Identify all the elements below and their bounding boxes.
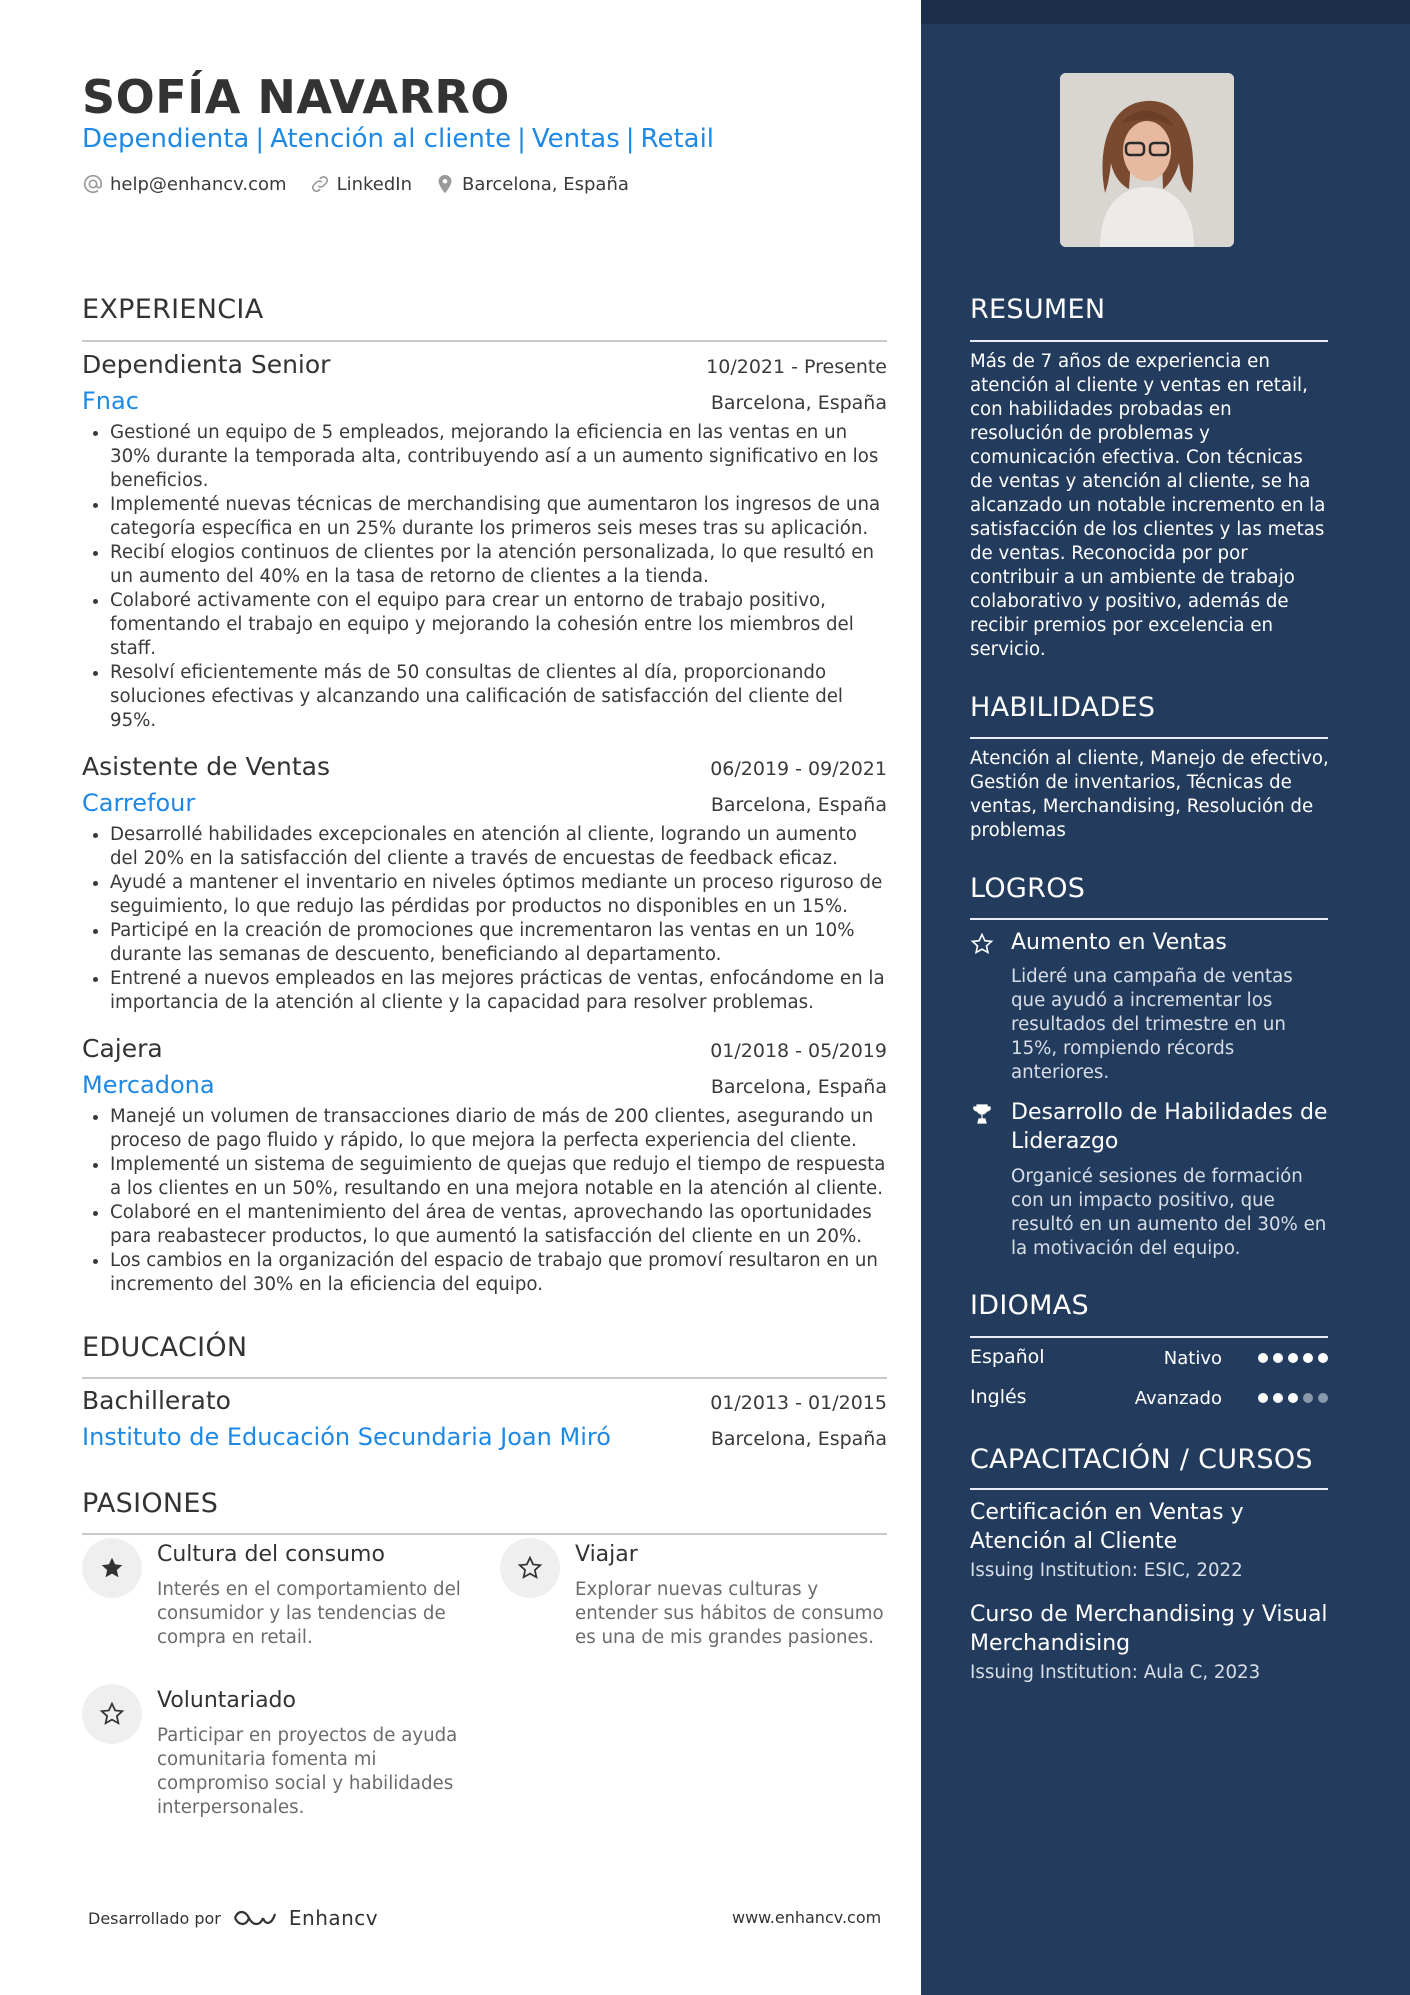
passion-title: Voluntariado	[157, 1688, 296, 1713]
contact-location	[434, 173, 629, 195]
star-outline-icon	[99, 1701, 125, 1727]
degree: Bachillerato	[82, 1386, 231, 1415]
course-institution: Issuing Institution: ESIC, 2022	[970, 1560, 1243, 1581]
job-title: Asistente de Ventas	[82, 752, 330, 781]
passion-icon-circle	[82, 1538, 142, 1598]
achievements-heading: LOGROS	[970, 873, 1086, 904]
contact-email[interactable]	[82, 173, 287, 195]
education-date: 01/2013 - 01/2015	[710, 1392, 887, 1414]
skills-heading: HABILIDADES	[970, 692, 1156, 723]
star-outline-icon	[970, 932, 994, 956]
language-rating	[1258, 1393, 1328, 1403]
job-bullet: • Colaboré activamente con el equipo para crear un entorno de trabajo positivo, fomentando el trabajo en equipo y mejorando la cohesión entre los miembros del staff.	[110, 589, 887, 661]
passion-title: Viajar	[575, 1542, 638, 1567]
sidebar-top-bar	[921, 0, 1410, 24]
location-text: Barcelona, España	[462, 173, 629, 195]
job-location: Barcelona, España	[710, 1076, 887, 1098]
passion-description: Interés en el comportamiento del consumidor y las tendencias de compra en retail.	[157, 1579, 461, 1648]
job-entry	[82, 1034, 887, 1297]
headline-title: Dependienta	[82, 124, 250, 154]
section-divider	[970, 340, 1328, 342]
job-title: Dependienta Senior	[82, 350, 331, 379]
passion-item	[82, 1538, 462, 1668]
achievement-title: Desarrollo de Habilidades de Liderazgo	[1011, 1100, 1328, 1154]
passion-description: Explorar nuevas culturas y entender sus hábitos de consumo es una de mis grandes pasiones.	[575, 1579, 884, 1648]
title-separator: |	[517, 124, 526, 154]
course-title: Curso de Merchandising y Visual Merchandising	[970, 1602, 1328, 1656]
rating-dot-filled	[1288, 1393, 1298, 1403]
section-divider	[82, 340, 887, 342]
candidate-name: SOFÍA NAVARRO	[82, 70, 510, 124]
title-separator: |	[625, 124, 635, 154]
achievement-item	[970, 1098, 1330, 1268]
job-bullet: • Desarrollé habilidades excepcionales en atención al cliente, logrando un aumento del 20% en la satisfacción del cliente a través de encuestas de feedback eficaz.	[110, 823, 887, 871]
education-location: Barcelona, España	[710, 1428, 887, 1450]
star-filled-icon	[99, 1555, 125, 1581]
school-name: Instituto de Educación Secundaria Joan Miró	[82, 1423, 611, 1451]
rating-dot-filled	[1258, 1353, 1268, 1363]
job-bullet: • Implementé nuevas técnicas de merchandising que aumentaron los ingresos de una categoría específica en un 25% durante los primeros seis meses tras su aplicación.	[110, 493, 887, 541]
rating-dot-filled	[1303, 1353, 1313, 1363]
job-bullet: • Participé en la creación de promociones que incrementaron las ventas en un 10% durante las semanas de descuento, beneficiando al departamento.	[110, 919, 887, 967]
job-bullets	[82, 421, 887, 733]
location-pin-icon	[434, 173, 456, 195]
job-location: Barcelona, España	[710, 794, 887, 816]
brand-name: Enhancv	[288, 1906, 379, 1930]
section-divider	[970, 1488, 1328, 1490]
course-item	[970, 1600, 1330, 1683]
languages-heading: IDIOMAS	[970, 1290, 1089, 1321]
job-bullet: • Entrené a nuevos empleados en las mejores prácticas de ventas, enfocándome en la importancia de la atención al cliente y la capacidad para resolver problemas.	[110, 967, 887, 1015]
section-divider	[82, 1533, 887, 1535]
experience-heading: EXPERIENCIA	[82, 294, 264, 325]
section-divider	[970, 737, 1328, 739]
job-bullet: • Los cambios en la organización del espacio de trabajo que promoví resultaron en un incremento del 30% en la eficiencia del equipo.	[110, 1249, 887, 1297]
job-bullets	[82, 1105, 887, 1297]
achievement-item	[970, 928, 1330, 1088]
passion-title: Cultura del consumo	[157, 1542, 385, 1567]
headline-titles	[82, 124, 714, 154]
linkedin-text: LinkedIn	[336, 173, 412, 195]
course-item	[970, 1498, 1330, 1581]
job-date: 06/2019 - 09/2021	[710, 758, 887, 780]
company-name: Carrefour	[82, 789, 196, 817]
profile-photo	[1060, 73, 1234, 247]
section-divider	[82, 1377, 887, 1379]
job-bullet: • Gestioné un equipo de 5 empleados, mejorando la eficiencia en las ventas en un 30% durante la temporada alta, contribuyendo así a un aumento significativo en los beneficios.	[110, 421, 887, 493]
footer-url[interactable]: www.enhancv.com	[732, 1908, 882, 1927]
language-item	[970, 1346, 1328, 1376]
enhancv-logo-icon	[231, 1906, 279, 1930]
course-title: Certificación en Ventas y Atención al Cliente	[970, 1500, 1244, 1554]
education-heading: EDUCACIÓN	[82, 1332, 248, 1363]
headline-title: Ventas	[531, 124, 620, 154]
education-entry	[82, 1386, 887, 1451]
passion-icon-circle	[500, 1538, 560, 1598]
rating-dot-filled	[1258, 1393, 1268, 1403]
rating-dot-empty	[1318, 1393, 1328, 1403]
section-divider	[970, 1336, 1328, 1338]
passion-icon-circle	[82, 1684, 142, 1744]
rating-dot-empty	[1303, 1393, 1313, 1403]
job-bullet: • Implementé un sistema de seguimiento de quejas que redujo el tiempo de respuesta a los clientes en un 50%, resultando en una mejora notable en la atención al cliente.	[110, 1153, 887, 1201]
language-level: Nativo	[1163, 1348, 1222, 1369]
job-bullet: • Manejé un volumen de transacciones diario de más de 200 clientes, asegurando un proceso de pago fluido y rápido, lo que mejora la perfecta experiencia del cliente.	[110, 1105, 887, 1153]
contact-linkedin[interactable]	[309, 173, 412, 195]
achievement-description: Lideré una campaña de ventas que ayudó a incrementar los resultados del trimestre en un 15%, rompiendo récords anteriores.	[1011, 966, 1293, 1083]
job-title: Cajera	[82, 1034, 163, 1063]
passion-item	[500, 1538, 884, 1668]
rating-dot-filled	[1318, 1353, 1328, 1363]
skills-text: Atención al cliente, Manejo de efectivo, Gestión de inventarios, Técnicas de ventas, Merchandising, Resolución de problemas	[970, 748, 1329, 841]
summary-heading: RESUMEN	[970, 294, 1106, 325]
course-institution: Issuing Institution: Aula C, 2023	[970, 1662, 1261, 1683]
section-divider	[970, 918, 1328, 920]
title-separator: |	[255, 124, 265, 154]
footer-branding	[88, 1906, 378, 1930]
rating-dot-filled	[1273, 1393, 1283, 1403]
language-name: Inglés	[970, 1386, 1027, 1408]
passion-description: Participar en proyectos de ayuda comunitaria fomenta mi compromiso social y habilidades interpersonales.	[157, 1725, 458, 1818]
rating-dot-filled	[1273, 1353, 1283, 1363]
job-location: Barcelona, España	[710, 392, 887, 414]
star-outline-icon	[517, 1555, 543, 1581]
job-bullet: • Ayudé a mantener el inventario en niveles óptimos mediante un proceso riguroso de seguimiento, lo que redujo las pérdidas por productos no disponibles en un 15%.	[110, 871, 887, 919]
job-bullet: • Recibí elogios continuos de clientes por la atención personalizada, lo que resultó en un aumento del 40% en la tasa de retorno de clientes a la tienda.	[110, 541, 887, 589]
contact-bar	[82, 173, 629, 195]
email-text: help@enhancv.com	[110, 173, 287, 195]
company-name: Mercadona	[82, 1071, 215, 1099]
job-entry	[82, 350, 887, 733]
rating-dot-filled	[1288, 1353, 1298, 1363]
passion-item	[82, 1684, 462, 1824]
job-bullet: • Colaboré en el mantenimiento del área de ventas, aprovechando las oportunidades para reabastecer productos, lo que aumentó la satisfacción del cliente en un 20%.	[110, 1201, 887, 1249]
powered-by-text: Desarrollado por	[88, 1908, 221, 1928]
job-date: 10/2021 - Presente	[706, 356, 887, 378]
passions-heading: PASIONES	[82, 1488, 219, 1519]
achievement-description: Organicé sesiones de formación con un impacto positivo, que resultó en un aumento del 30% en la motivación del equipo.	[1011, 1166, 1327, 1259]
headline-title: Retail	[640, 124, 715, 154]
link-icon	[309, 173, 331, 195]
job-bullets	[82, 823, 887, 1015]
language-name: Español	[970, 1346, 1045, 1368]
summary-text: Más de 7 años de experiencia en atención al cliente y ventas en retail, con habilidades probadas en resolución de problemas y comunicación efectiva. Con técnicas de ventas y atención al cliente, se ha alcanzado un notable incremento en la satisfacción de los clientes y las metas de ventas. Reconocida por por contribuir a un ambiente de trabajo colaborativo y positivo, además de recibir premios por excelencia en servicio.	[970, 351, 1326, 660]
job-date: 01/2018 - 05/2019	[710, 1040, 887, 1062]
trophy-icon	[970, 1102, 994, 1126]
headline-title: Atención al cliente	[270, 124, 512, 154]
job-entry	[82, 752, 887, 1015]
courses-heading: CAPACITACIÓN / CURSOS	[970, 1444, 1313, 1475]
language-level: Avanzado	[1134, 1388, 1222, 1409]
achievement-title: Aumento en Ventas	[1011, 930, 1227, 955]
language-item	[970, 1386, 1328, 1416]
language-rating	[1258, 1353, 1328, 1363]
avatar-illustration	[1060, 73, 1234, 247]
job-bullet: • Resolví eficientemente más de 50 consultas de clientes al día, proporcionando soluciones efectivas y alcanzando una calificación de satisfacción del cliente del 95%.	[110, 661, 887, 733]
at-icon	[82, 173, 104, 195]
company-name: Fnac	[82, 387, 139, 415]
